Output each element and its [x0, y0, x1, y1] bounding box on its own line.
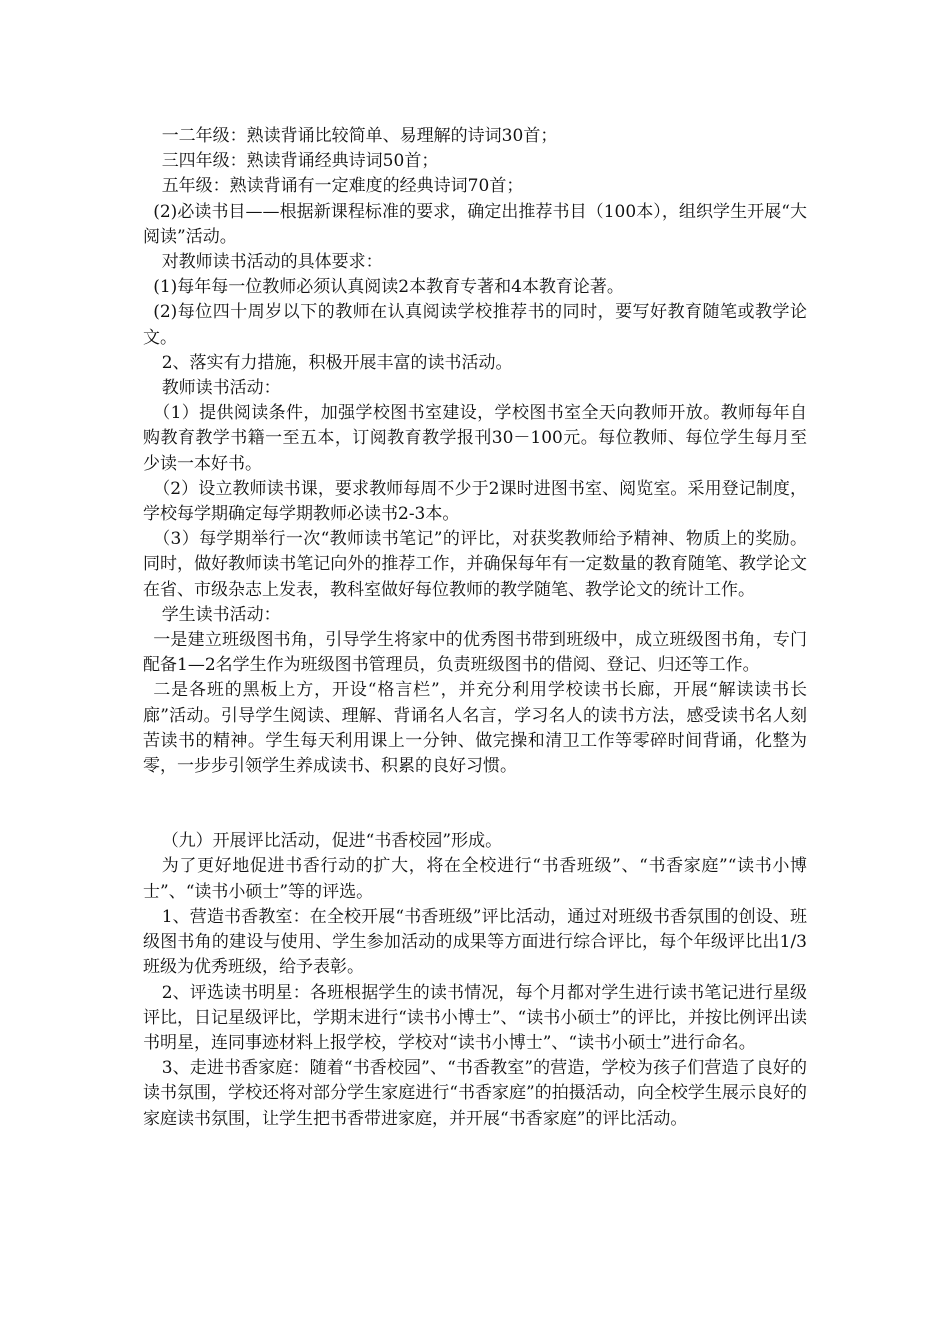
paragraph-book-family: 3、走进书香家庭：随着“书香校园”、“书香教室”的营造，学校为孩子们营造了良好的读书氛围，学校还将对部分学生家庭进行“书香家庭”的拍摄活动，向全校学生展示良好的家庭读书氛围，让学生把书香带进家庭，并开展“书香家庭”的评比活动。	[143, 1058, 807, 1129]
paragraph-student-activities: 学生读书活动：	[161, 604, 281, 625]
paragraph-teacher-activity-2: （2）设立教师读书课，要求教师每周不少于2课时进图书室、阅览室。采用登记制度，学校每学期确定每学期教师必读书2-3本。	[143, 478, 807, 525]
paragraph-teacher-req-1: (1)每年每一位教师必须认真阅读2本教育专著和4本教育论著。	[153, 277, 624, 298]
paragraph-teacher-activities: 教师读书活动：	[161, 378, 281, 399]
document-body	[143, 124, 807, 1132]
paragraph-student-activity-2: 二是各班的黑板上方，开设“格言栏”，并充分利用学校读书长廊，开展“解读读书长廊”活动。引导学生阅读、理解、背诵名人名言，学习名人的读书方法，感受读书名人刻苦读书的精神。学生每天利用课上一分钟、做完操和清卫工作等零碎时间背诵，化整为零，一步步引领学生养成读书、积累的良好习惯。	[143, 680, 807, 777]
paragraph-grade-5: 五年级：熟读背诵有一定难度的经典诗词70首；	[161, 176, 524, 197]
paragraph-required-books: (2)必读书目——根据新课程标准的要求，确定出推荐书目（100本），组织学生开展“大阅读”活动。	[143, 201, 807, 247]
paragraph-teacher-activity-1: （1）提供阅读条件，加强学校图书室建设，学校图书室全天向教师开放。教师每年自购教育教学书籍一至五本，订阅教育教学报刊30－100元。每位教师、每位学生每月至少读一本好书。	[143, 403, 807, 474]
section-spacer	[143, 779, 807, 829]
section-heading-9: （九）开展评比活动，促进“书香校园”形成。	[161, 831, 503, 852]
paragraph-teacher-req-2: (2)每位四十周岁以下的教师在认真阅读学校推荐书的同时，要写好教育随笔或教学论文。	[143, 302, 807, 348]
paragraph-student-activity-1: 一是建立班级图书角，引导学生将家中的优秀图书带到班级中，成立班级图书角，专门配备1—2名学生作为班级图书管理员，负责班级图书的借阅、登记、归还等工作。	[143, 630, 807, 676]
paragraph-teacher-requirements: 对教师读书活动的具体要求：	[161, 252, 383, 273]
paragraph-book-classroom: 1、营造书香教室：在全校开展“书香班级”评比活动，通过对班级书香氛围的创设、班级图书角的建设与使用、学生参加活动的成果等方面进行综合评比，每个年级评比出1/3班级为优秀班级，给予表彰。	[143, 906, 807, 978]
paragraph-evaluation-intro: 为了更好地促进书香行动的扩大，将在全校进行“书香班级”、“书香家庭”“读书小博士”、“读书小硕士”等的评选。	[143, 856, 807, 902]
paragraph-measures-heading: 2、落实有力措施，积极开展丰富的读书活动。	[161, 352, 513, 373]
paragraph-grade-3-4: 三四年级：熟读背诵经典诗词50首；	[161, 151, 439, 172]
paragraph-grade-1-2: 一二年级：熟读背诵比较简单、易理解的诗词30首；	[161, 126, 558, 146]
paragraph-teacher-activity-3: （3）每学期举行一次“教师读书笔记”的评比，对获奖教师给予精神、物质上的奖励。同时，做好教师读书笔记向外的推荐工作，并确保每年有一定数量的教育随笔、教学论文在省、市级杂志上发表，教科室做好每位教师的教学随笔、教学论文的统计工作。	[143, 529, 807, 600]
paragraph-reading-stars: 2、评选读书明星：各班根据学生的读书情况，每个月都对学生进行读书笔记进行星级评比，日记星级评比，学期末进行“读书小博士”、“读书小硕士”的评比，并按比例评出读书明星，连同事迹材料上报学校，学校对“读书小博士”、“读书小硕士”进行命名。	[143, 982, 807, 1053]
